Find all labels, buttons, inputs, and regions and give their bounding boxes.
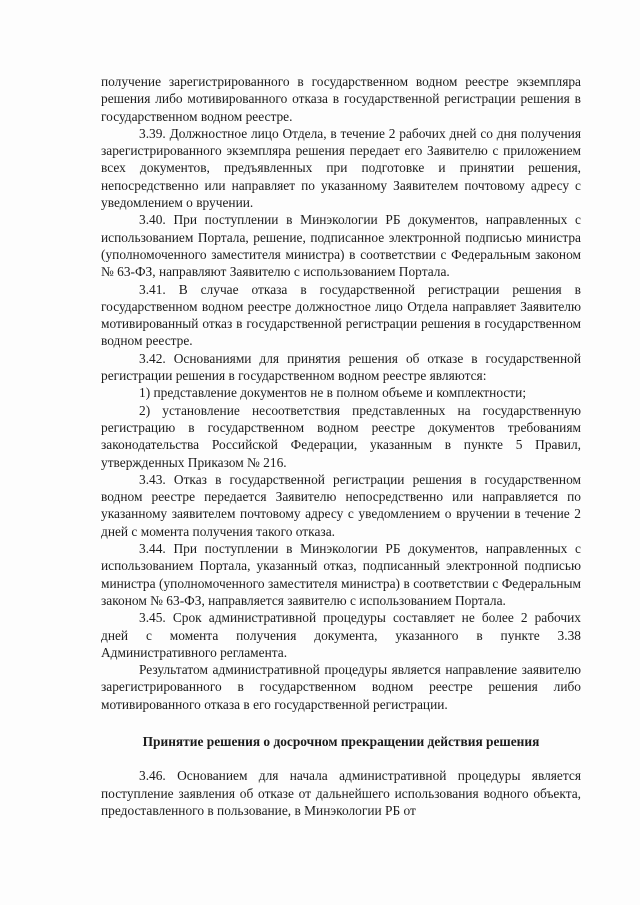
- paragraph: 3.39. Должностное лицо Отдела, в течение 2 рабочих дней со дня получения зарегистрированного экземпляра решения передает его Заявителю с приложением всех документов, предъявленных при подготовке и принятии решения, непосредственно или направляет по указанному Заявителем почтовому адресу с уведомлением о вручении.: [101, 125, 581, 211]
- paragraph: 3.41. В случае отказа в государственной регистрации решения в государственном водном реестре должностное лицо Отдела направляет Заявителю мотивированный отказ в государственной регистрации решения в государственном водном реестре.: [101, 281, 581, 349]
- paragraph: 3.45. Срок административной процедуры составляет не более 2 рабочих дней с момента получения документа, указанного в пункте 3.38 Административного регламента.: [101, 610, 581, 660]
- paragraphs-bottom: [101, 767, 581, 819]
- section-heading: Принятие решения о досрочном прекращении действия решения: [142, 733, 540, 749]
- paragraph: 3.44. При поступлении в Минэкологии РБ документов, направленных с использованием Портала, указанный отказ, подписанный электронной подписью министра (уполномоченного заместителя министра) в соответствии с Федеральным законом № 63-ФЗ, направляется заявителю с использованием Портала.: [101, 541, 581, 608]
- paragraph: 2) установление несоответствия представленных на государственную регистрацию в государственном водном реестре документов требованиям законодательства Российской Федерации, указанным в пункте 5 Правил, утвержденных Приказом № 216.: [101, 402, 581, 470]
- paragraphs-top: [101, 73, 581, 713]
- paragraph: 3.43. Отказ в государственной регистрации решения в государственном водном реестре передается Заявителю непосредственно или направляется по указанному заявителем почтовому адресу с уведомлением о вручении в течение 2 дней с момента получения такого отказа.: [101, 471, 581, 539]
- paragraph: 3.46. Основанием для начала административной процедуры является поступление заявления об отказе от дальнейшего использования водного объекта, предоставленного в пользование, в Минэкологии РБ от: [101, 768, 581, 818]
- document-body: [101, 73, 581, 819]
- paragraph: 1) представление документов не в полном объеме и комплектности;: [139, 385, 527, 401]
- paragraph: Результатом административной процедуры является направление заявителю зарегистрированного в государственном водном реестре решения либо мотивированного отказа в его государственной регистрации.: [101, 662, 581, 712]
- paragraph: получение зарегистрированного в государственном водном реестре экземпляра решения либо мотивированного отказа в государственной регистрации решения в государственном водном реестре.: [101, 74, 581, 124]
- paragraph: 3.42. Основаниями для принятия решения об отказе в государственной регистрации решения в государственном водном реестре являются:: [101, 350, 581, 384]
- paragraph: 3.40. При поступлении в Минэкологии РБ документов, направленных с использованием Портала, решение, подписанное электронной подписью министра (уполномоченного заместителя министра) в соответствии с Федеральным законом № 63-ФЗ, направляют Заявителю с использованием Портала.: [101, 212, 581, 280]
